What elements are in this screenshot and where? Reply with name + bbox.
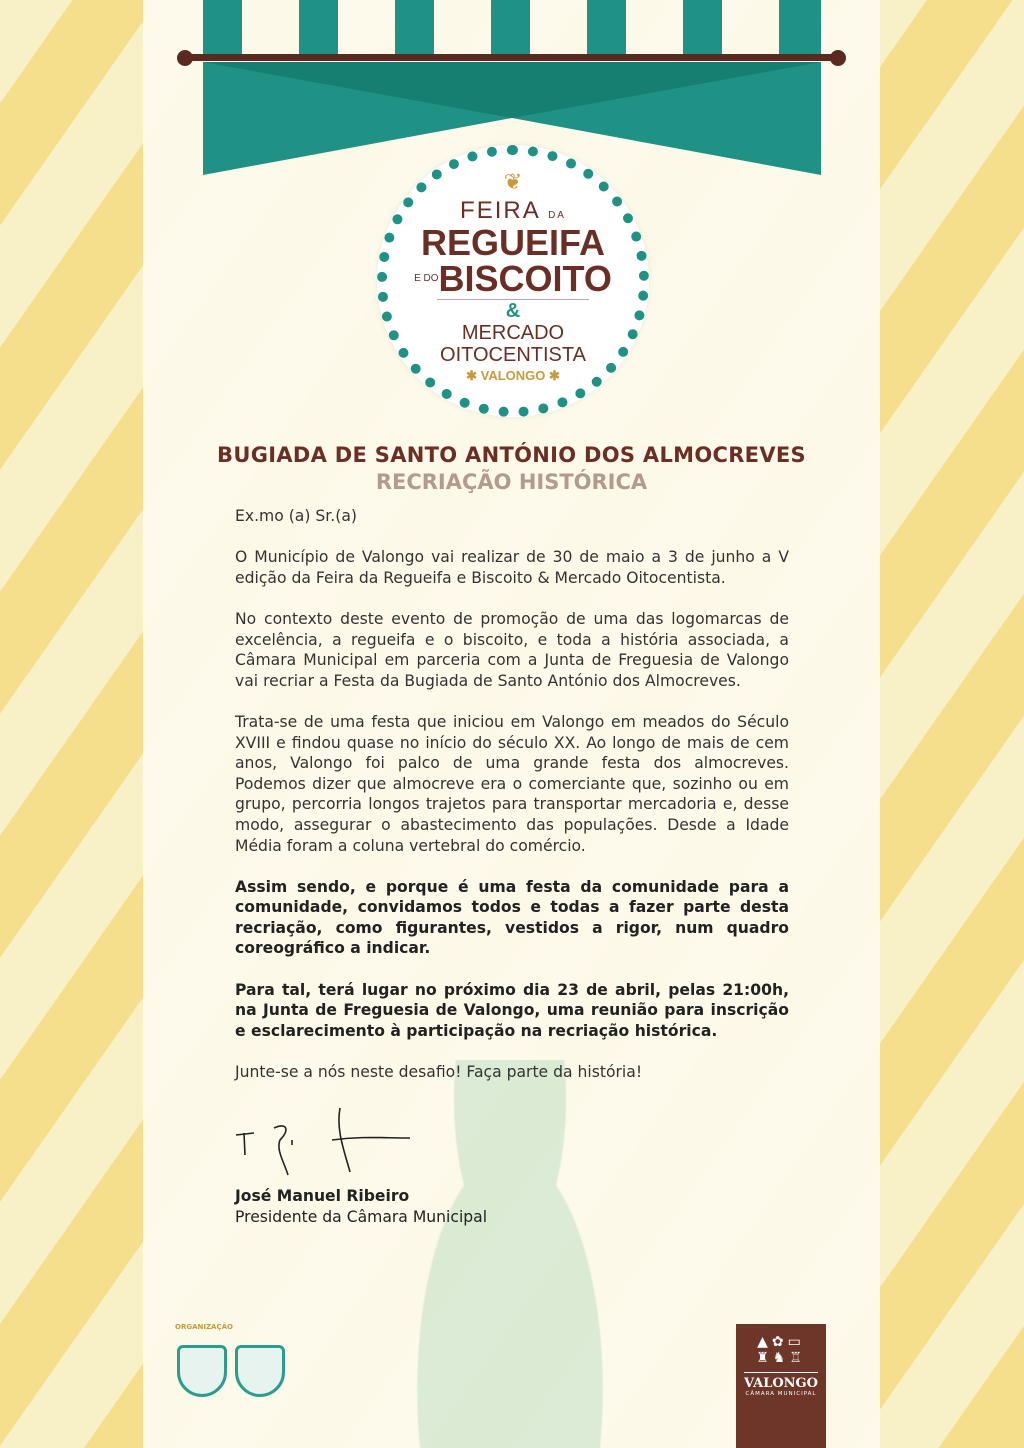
signer-block	[235, 1186, 487, 1228]
paragraph: No contexto deste evento de promoção de uma das logomarcas de excelência, a regueifa e o biscoito, e toda a história associada, a Câmara Municipal em parceria com a Junta de Freguesia de Valongo vai recriar a Festa da Bugiada de Santo António dos Almocreves.	[235, 609, 789, 690]
logo-text: BISCOITO	[438, 258, 612, 299]
letter-body	[235, 506, 789, 1103]
signer-name: José Manuel Ribeiro	[235, 1187, 410, 1205]
cm-subtitle: CÂMARA MUNICIPAL	[745, 1391, 817, 1397]
logo-text: OITOCENTISTA	[440, 344, 586, 366]
signature	[232, 1100, 422, 1180]
logo-text: FEIRA	[460, 197, 540, 224]
paragraph: Para tal, terá lugar no próximo dia 23 de abril, pelas 21:00h, na Junta de Freguesia de Valongo, uma reunião para inscrição e esclarecimento à participação na recriação histórica.	[235, 980, 789, 1040]
logo-text: MERCADO	[461, 322, 565, 344]
parish-crest-icon	[235, 1345, 285, 1397]
paragraph: O Município de Valongo vai realizar de 30 de maio a 3 de junho a V edição da Feira da Regueifa e Biscoito & Mercado Oitocentista.	[235, 548, 789, 587]
municipal-crest-icon	[177, 1345, 227, 1397]
organization-label: ORGANIZAÇÃO	[175, 1323, 233, 1331]
logo-text: E DO	[414, 273, 439, 284]
document-title: BUGIADA DE SANTO ANTÓNIO DOS ALMOCREVES	[217, 443, 806, 467]
document-subtitle: RECRIAÇÃO HISTÓRICA	[375, 470, 648, 494]
logo-text: ✱ VALONGO ✱	[466, 368, 560, 383]
logo-text: &	[437, 299, 589, 322]
closing-line: Junte-se a nós neste desafio! Faça parte da história!	[235, 1063, 643, 1082]
paragraph: Trata-se de uma festa que iniciou em Valongo em meados do Século XVIII e findou quase no início do século XX. Ao longo de mais de cem anos, Valongo foi palco de uma grande festa dos almocreves. Podemos dizer que almocreve era o comerciante que, sozinho ou em grupo, percorria longos trajetos para transportar mercadoria e, desse modo, assegurar o abastecimento das populações. Desde a Idade Média foram a coluna vertebral do comércio.	[235, 712, 789, 855]
cm-name: VALONGO	[744, 1372, 818, 1391]
salutation: Ex.mo (a) Sr.(a)	[235, 507, 357, 525]
wheat-icon: ❦	[503, 169, 523, 194]
event-logo	[377, 145, 649, 417]
camara-municipal-logo	[736, 1324, 826, 1448]
municipal-icons: ▲✿▭ ♜♞♖	[756, 1334, 806, 1366]
signer-role: Presidente da Câmara Municipal	[235, 1208, 488, 1226]
paragraph: Assim sendo, e porque é uma festa da comunidade para a comunidade, convidamos todos e todas a fazer parte desta recriação, como figurantes, vestidos a rigor, num quadro coreográfico a indicar.	[235, 877, 789, 958]
logo-text: DA	[548, 210, 566, 221]
logo-text: REGUEIFA	[420, 222, 606, 263]
